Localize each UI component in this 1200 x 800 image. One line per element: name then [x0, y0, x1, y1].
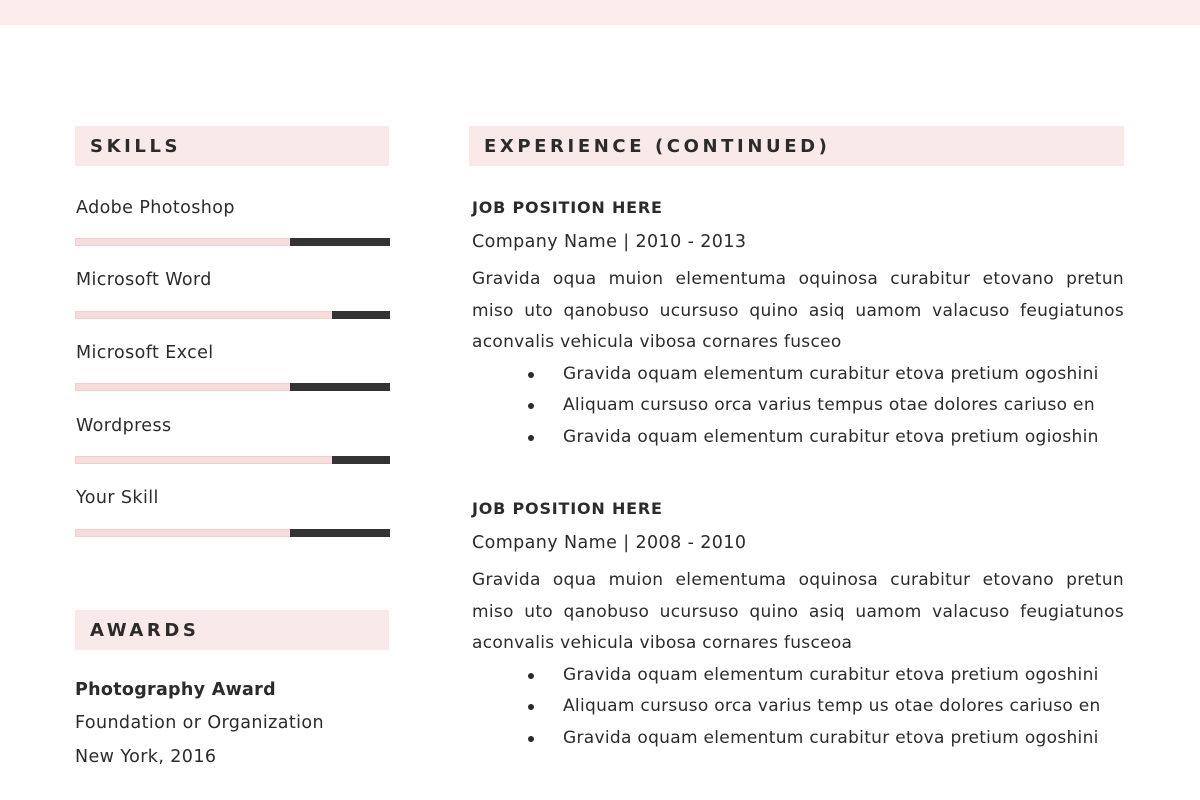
job-company: Company Name | 2010 - 2013: [472, 232, 747, 252]
top-band: [0, 0, 1200, 25]
bullet-dot-icon: [528, 372, 534, 378]
job-bullet: [472, 359, 1124, 391]
job-bullet-text: Aliquam cursuso orca varius temp us otae dolores cariuso en: [563, 696, 1101, 717]
skill-name: Microsoft Word: [76, 270, 212, 290]
bullet-dot-icon: [528, 435, 534, 441]
job-bullet: [472, 691, 1124, 723]
skill-bar-remainder: [332, 311, 390, 319]
job-position: JOB POSITION HERE: [472, 198, 663, 217]
job-position: JOB POSITION HERE: [472, 499, 663, 518]
skill-name: Wordpress: [76, 416, 172, 436]
skill-name: Microsoft Excel: [76, 343, 214, 363]
awards-header: [75, 610, 389, 650]
experience-header: [469, 126, 1124, 166]
experience-title: EXPERIENCE (CONTINUED): [484, 135, 831, 157]
job-description: Gravida oqua muion elementuma oquinosa curabitur etovano pretun miso uto qanobuso ucursuso quino asiq uamom valacuso feugiatunos aconvalis vehicula vibosa cornares fusceoa: [472, 570, 1124, 653]
skill-bar: [75, 383, 390, 391]
skill-bar: [75, 238, 390, 246]
skill-bar-remainder: [290, 529, 390, 537]
job-bullet-text: Gravida oquam elementum curabitur etova pretium ogioshin: [563, 426, 1099, 447]
job-bullet: [472, 422, 1124, 454]
job-company: Company Name | 2008 - 2010: [472, 533, 747, 553]
skills-title: SKILLS: [90, 135, 182, 157]
job-bullet-text: Gravida oquam elementum curabitur etova pretium ogoshini: [563, 363, 1099, 384]
skill-bar: [75, 529, 390, 537]
skill-bar-remainder: [332, 456, 390, 464]
skill-name: Your Skill: [76, 488, 159, 508]
bullet-dot-icon: [528, 736, 534, 742]
bullet-dot-icon: [528, 704, 534, 710]
job-bullet-text: Gravida oquam elementum curabitur etova pretium ogoshini: [563, 727, 1099, 748]
award-organization: Foundation or Organization: [75, 713, 324, 733]
bullet-dot-icon: [528, 403, 534, 409]
job-bullet: [472, 723, 1124, 755]
job-bullet: [472, 390, 1124, 422]
skill-bar: [75, 311, 390, 319]
skill-bar-remainder: [290, 383, 390, 391]
bullet-dot-icon: [528, 673, 534, 679]
award-place-year: New York, 2016: [75, 747, 217, 767]
job-entry: [472, 499, 1124, 755]
skill-bar-remainder: [290, 238, 390, 246]
job-description: Gravida oqua muion elementuma oquinosa curabitur etovano pretun miso uto qanobuso ucursuso quino asiq uamom valacuso feugiatunos aconvalis vehicula vibosa cornares fusceo: [472, 269, 1124, 352]
job-bullet: [472, 660, 1124, 692]
job-bullet-text: Aliquam cursuso orca varius tempus otae dolores cariuso en: [563, 395, 1095, 416]
awards-title: AWARDS: [90, 619, 200, 641]
job-bullet-list: [472, 359, 1124, 454]
skill-name: Adobe Photoshop: [76, 198, 235, 218]
job-bullet-list: [472, 660, 1124, 755]
job-bullet-text: Gravida oquam elementum curabitur etova pretium ogoshini: [563, 664, 1099, 685]
skill-bar: [75, 456, 390, 464]
award-name: Photography Award: [75, 680, 276, 700]
skills-header: [75, 126, 389, 166]
job-entry: [472, 198, 1124, 454]
